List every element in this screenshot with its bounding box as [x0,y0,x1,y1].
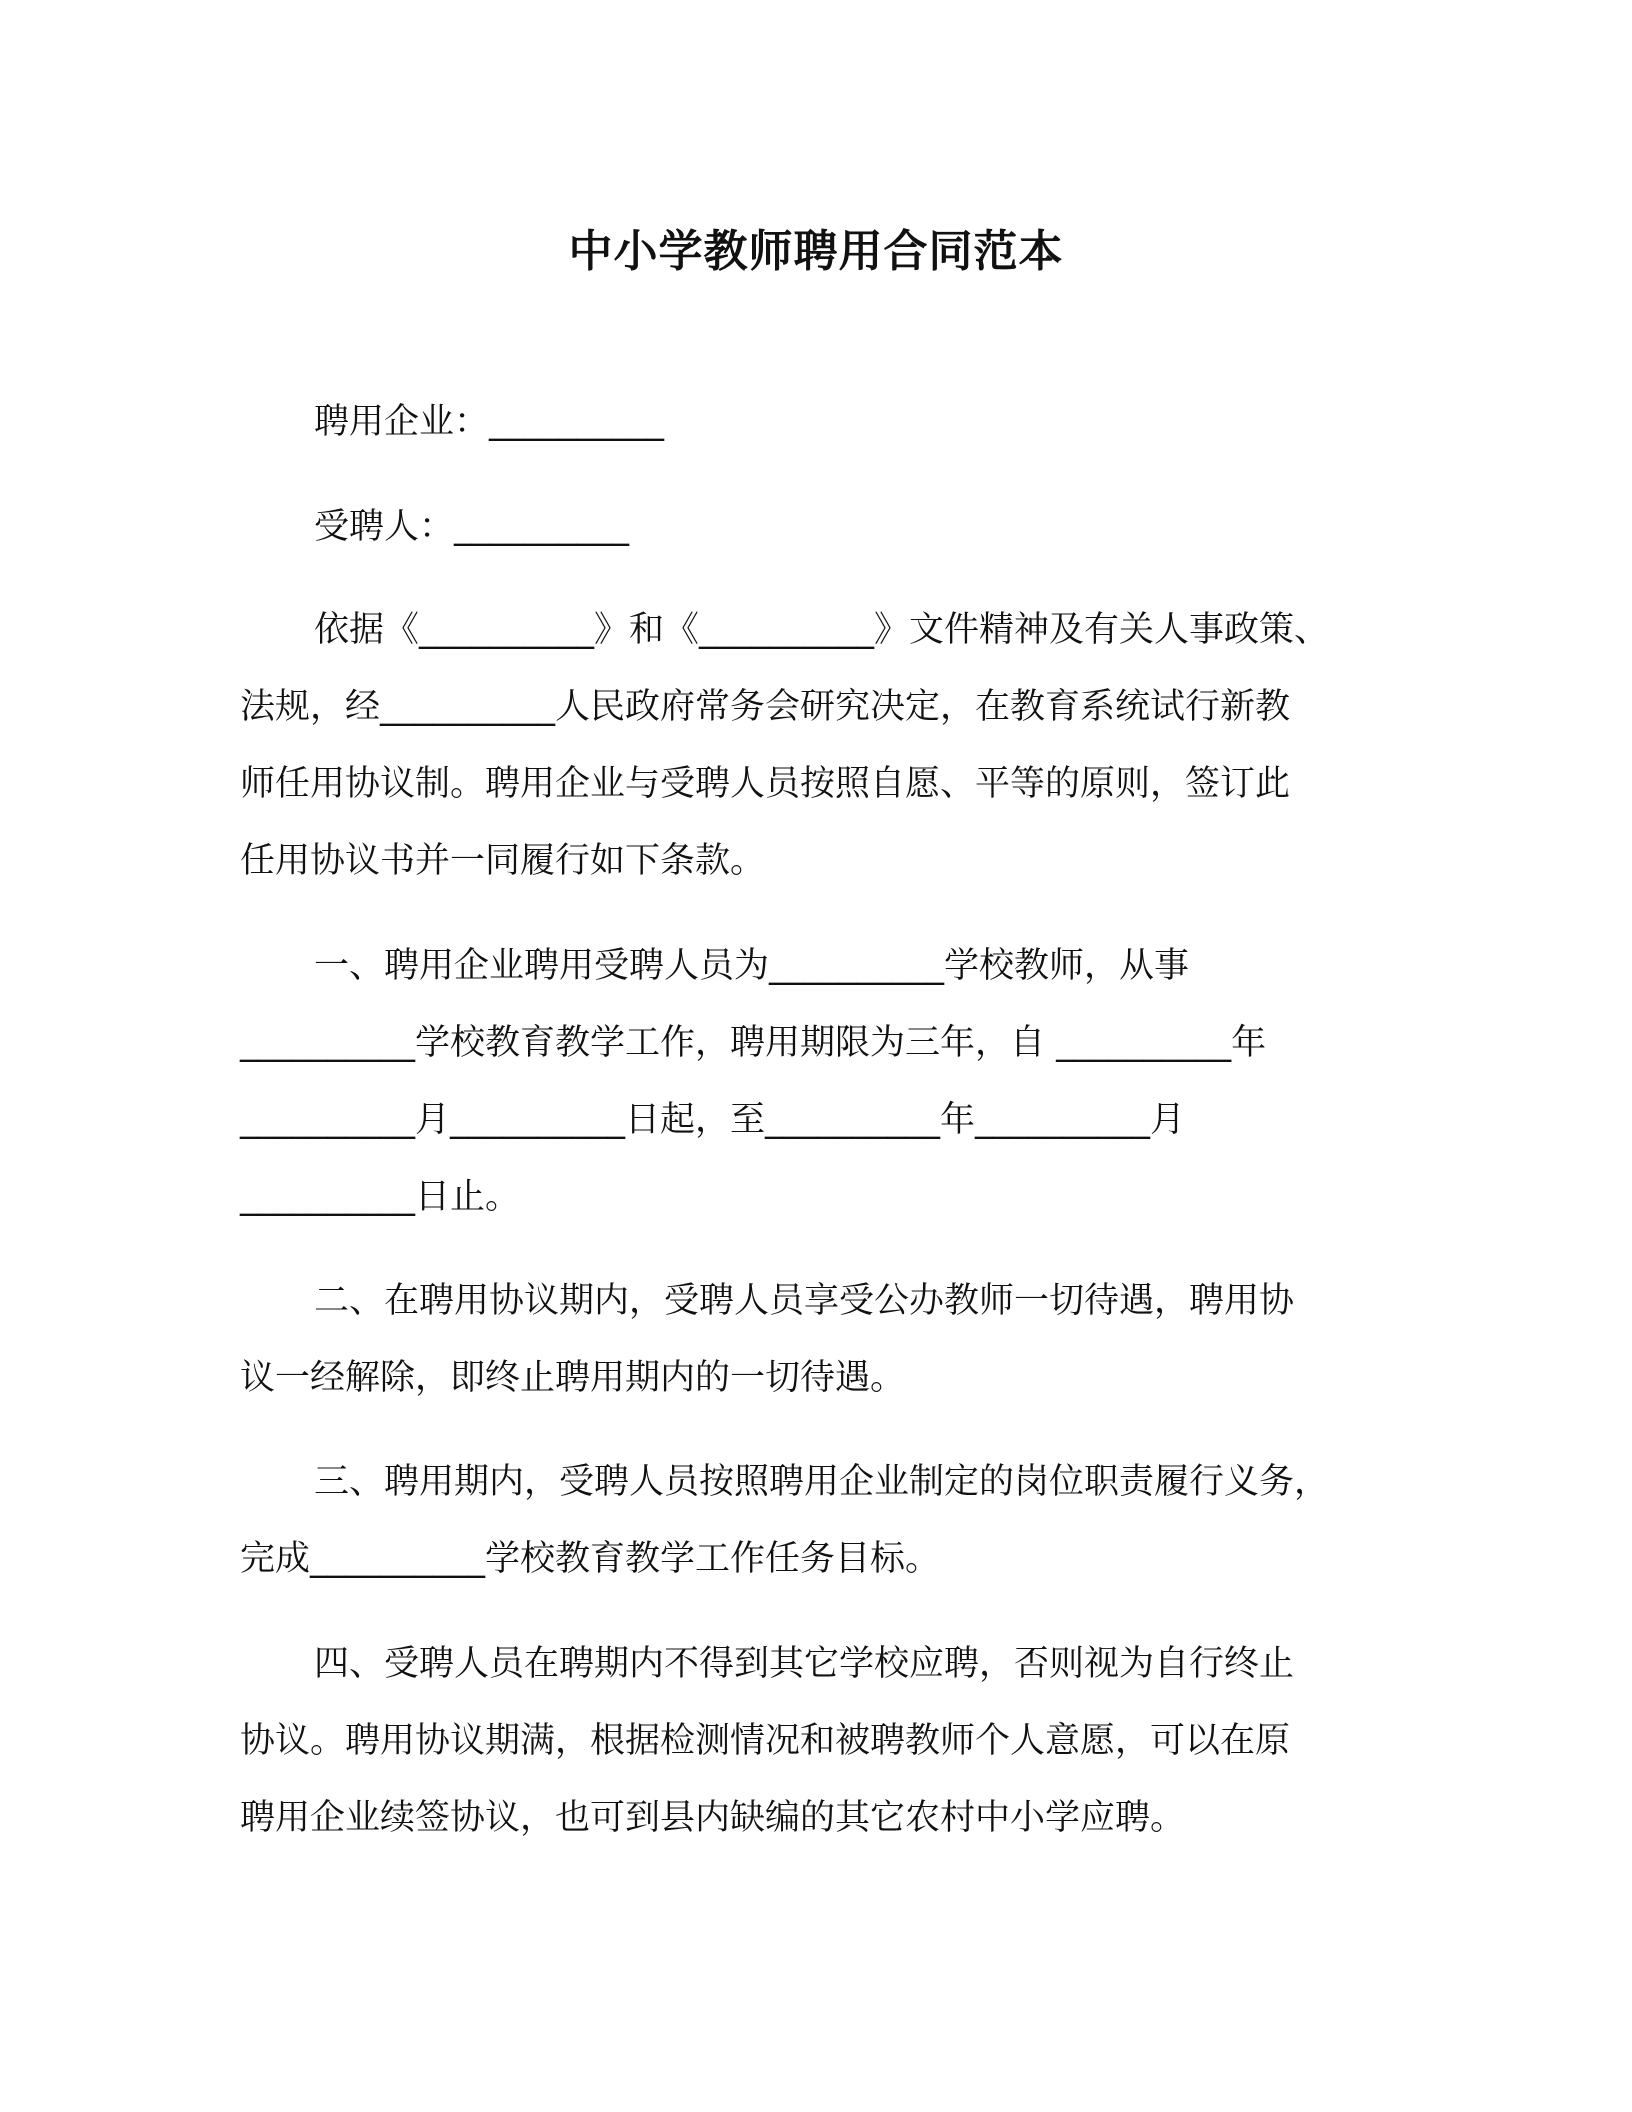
paragraph-line: 依据《__________》和《__________》文件精神及有关人事政策、 [314,610,1330,650]
paragraph-line: 议一经解除，即终止聘用期内的一切待遇。 [240,1358,906,1398]
paragraph-line: __________学校教育教学工作，聘用期限为三年，自 __________年 [240,1023,1267,1063]
clause-1-paragraph [240,928,1390,1236]
intro-paragraph [240,592,1390,900]
paragraph-line: __________日止。 [240,1177,521,1217]
paragraph-line: 一、聘用企业聘用受聘人员为__________学校教师，从事 [314,946,1190,986]
employer-field: 聘用企业：__________ [314,402,665,442]
paragraph-line: __________月__________日起，至__________年__________月 [240,1100,1186,1140]
paragraph-line: 四、受聘人员在聘期内不得到其它学校应聘，否则视为自行终止 [314,1644,1295,1684]
paragraph-line: 师任用协议制。聘用企业与受聘人员按照自愿、平等的原则，签订此 [240,764,1291,804]
paragraph-line: 法规，经__________人民政府常务会研究决定，在教育系统试行新教 [240,687,1291,727]
clause-3-paragraph [240,1444,1390,1598]
paragraph-line: 三、聘用期内，受聘人员按照聘用企业制定的岗位职责履行义务， [314,1462,1330,1502]
paragraph-line: 任用协议书并一同履行如下条款。 [240,841,766,881]
clause-4-paragraph [240,1626,1390,1857]
document-title: 中小学教师聘用合同范本 [568,226,1064,277]
paragraph-line: 完成__________学校教育教学工作任务目标。 [240,1539,941,1579]
paragraph-line: 聘用企业续签协议，也可到县内缺编的其它农村中小学应聘。 [240,1798,1186,1838]
paragraph-line: 二、在聘用协议期内，受聘人员享受公办教师一切待遇，聘用协 [314,1281,1295,1321]
clause-2-paragraph [240,1263,1390,1417]
paragraph-line: 协议。聘用协议期满，根据检测情况和被聘教师个人意愿，可以在原 [240,1721,1291,1761]
employee-field: 受聘人：__________ [314,507,630,547]
